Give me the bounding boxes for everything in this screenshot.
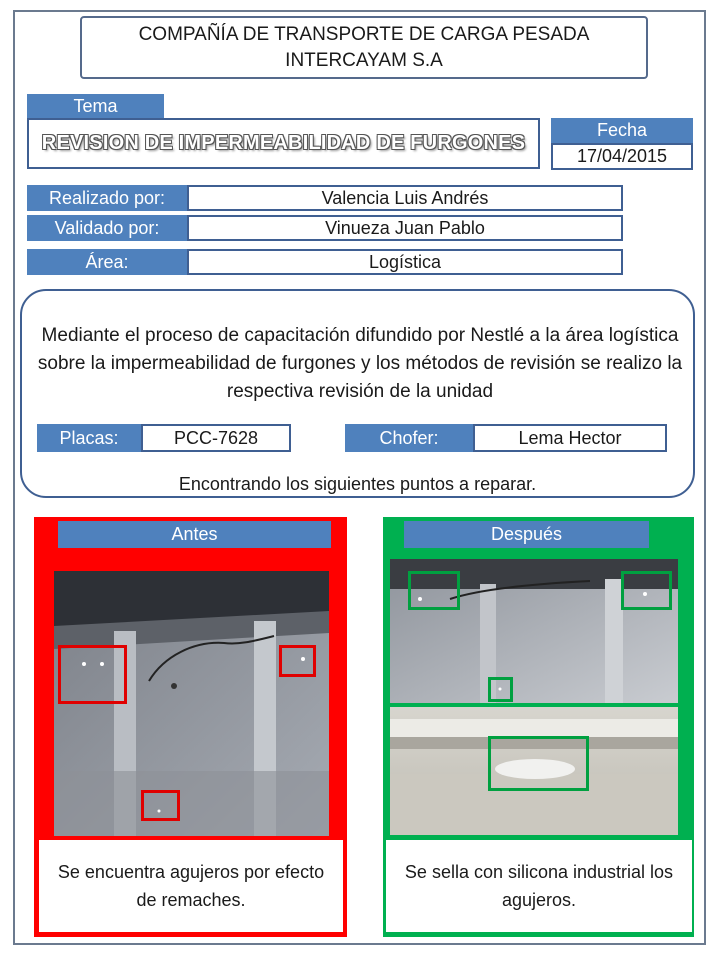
topic-label: Tema: [27, 94, 164, 118]
date-label: Fecha: [551, 118, 693, 143]
photo-divider: [389, 703, 681, 707]
plates-value: PCC-7628: [141, 424, 291, 452]
validated-by-label: Validado por:: [27, 215, 187, 241]
made-by-label: Realizado por:: [27, 185, 187, 211]
before-caption: Se encuentra agujeros por efecto de remaches.: [37, 838, 345, 934]
after-caption: Se sella con silicona industrial los agujeros.: [384, 838, 694, 934]
hole-marker: [141, 790, 180, 821]
hole-marker: [279, 645, 316, 677]
sealed-marker: [488, 677, 513, 702]
topic-box: [27, 118, 540, 169]
findings-text: Encontrando los siguientes puntos a reparar.: [178, 474, 537, 494]
sealed-marker: [621, 571, 672, 610]
hole-marker: [58, 645, 127, 704]
date-value: 17/04/2015: [551, 143, 693, 170]
validated-by-value: Vinueza Juan Pablo: [187, 215, 623, 241]
sealed-marker: [408, 571, 460, 610]
plates-label: Placas:: [37, 424, 141, 452]
sealed-marker: [488, 736, 589, 791]
topic-title: REVISION DE IMPERMEABILIDAD DE FURGONES: [41, 132, 526, 154]
description-text: Mediante el proceso de capacitación difundido por Nestlé a la área logística sobre la impermeabilidad de furgones y los métodos de revisión se realizo la respectiva revisión de la unidad: [37, 325, 683, 402]
area-label: Área:: [27, 249, 187, 275]
after-label: Después: [404, 521, 649, 548]
driver-value: Lema Hector: [473, 424, 667, 452]
made-by-value: Valencia Luis Andrés: [187, 185, 623, 211]
company-title: COMPAÑÍA DE TRANSPORTE DE CARGA PESADA INTERCAYAM S.A: [80, 16, 648, 79]
area-value: Logística: [187, 249, 623, 275]
driver-label: Chofer:: [345, 424, 473, 452]
before-label: Antes: [58, 521, 331, 548]
